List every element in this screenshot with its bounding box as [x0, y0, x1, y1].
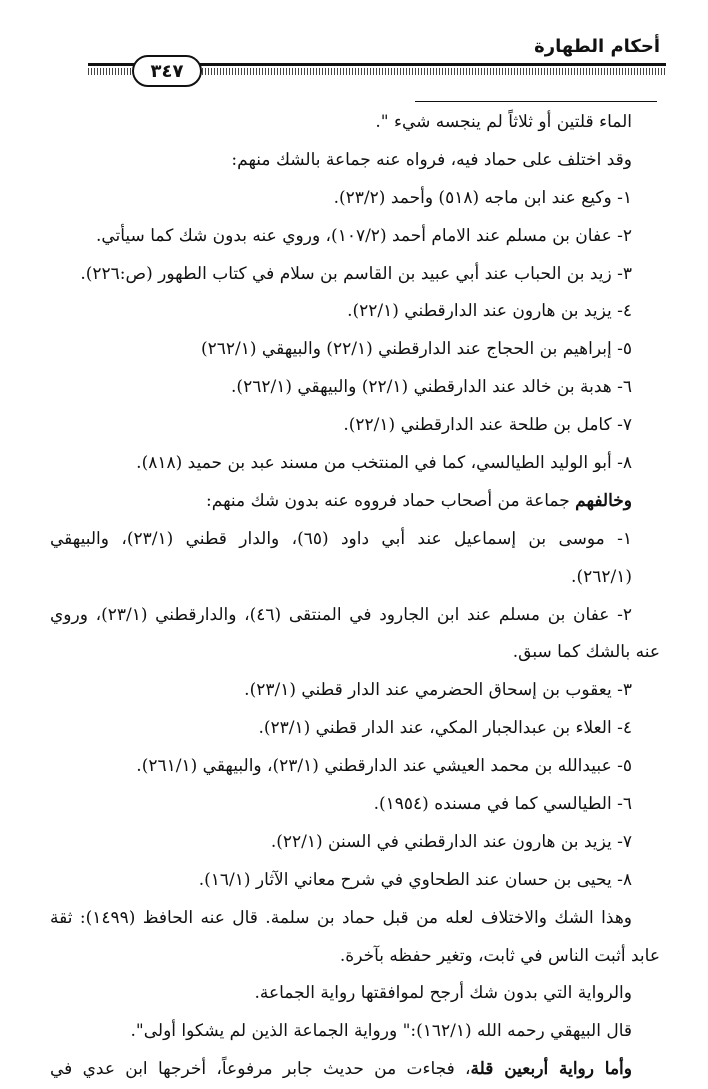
text-line: [50, 824, 660, 862]
line-text: ٢- عفان بن مسلم عند ابن الجارود في المنتقى (٤٦)، والدارقطني (٢٣/١)، وروي: [50, 604, 632, 625]
line-text: والرواية التي بدون شك أرجح لموافقتها رواية الجماعة.: [254, 983, 632, 1004]
line-text: ٦- الطيالسي كما في مسنده (١٩٥٤).: [373, 794, 632, 815]
line-text: (٢٦٢/١).: [571, 566, 632, 587]
text-line: [50, 975, 660, 1013]
line-text: ٧- يزيد بن هارون عند الدارقطني في السنن (٢٢/١).: [270, 831, 632, 852]
text-line: [50, 862, 660, 900]
line-text: ٤- يزيد بن هارون عند الدارقطني (٢٢/١).: [347, 301, 632, 322]
text-line: [50, 218, 660, 256]
line-text: قال البيهقي رحمه الله (١٦٢/١):" ورواية الجماعة الذين لم يشكوا أولى".: [130, 1021, 632, 1042]
line-text: ٣- زيد بن الحباب عند أبي عبيد بن القاسم بن سلام في كتاب الطهور (ص:٢٢٦).: [80, 263, 632, 284]
text-line: [50, 1051, 660, 1089]
line-text: الماء قلتين أو ثلاثاً لم ينجسه شيء ".: [375, 112, 632, 132]
line-text: ٤- العلاء بن عبدالجبار المكي، عند الدار قطني (٢٣/١).: [258, 718, 632, 739]
line-text: ٢- عفان بن مسلم عند الامام أحمد (١٠٧/٢)، وروي عنه بدون شك كما سيأتي.: [95, 225, 632, 246]
text-line: [50, 483, 660, 521]
bold-lead-phrase: وأما رواية أربعين قلة: [470, 1059, 632, 1080]
running-header-title: أحكام الطهارة: [534, 36, 660, 57]
footnote-separator: [415, 101, 657, 102]
text-line: [50, 634, 660, 672]
text-line: [50, 142, 660, 180]
line-text: وهذا الشك والاختلاف لعله من قبل حماد بن سلمة. قال عنه الحافظ (١٤٩٩): ثقة: [50, 907, 632, 928]
text-line: [50, 521, 660, 559]
line-text: ١- موسى بن إسماعيل عند أبي داود (٦٥)، والدار قطني (٢٣/١)، والبيهقي: [50, 528, 632, 549]
text-line: [50, 748, 660, 786]
line-text: ٥- عبيدالله بن محمد العيشي عند الدارقطني (٢٣/١)، والبيهقي (٢٦١/١).: [136, 756, 632, 777]
line-text: عابد أثبت الناس في ثابت، وتغير حفظه بآخرة.: [339, 945, 660, 966]
text-line: [50, 331, 660, 369]
line-text: ٨- يحيى بن حسان عند الطحاوي في شرح معاني الآثار (١٦/١).: [198, 869, 632, 890]
line-text: ١- وكيع عند ابن ماجه (٥١٨) وأحمد (٢٣/٢).: [333, 187, 632, 208]
line-text: عنه بالشك كما سبق.: [512, 642, 660, 663]
text-line: [50, 256, 660, 294]
page-body-text: [50, 104, 660, 1089]
text-line: [50, 369, 660, 407]
text-line: [50, 597, 660, 635]
text-line: [50, 786, 660, 824]
text-line: [50, 672, 660, 710]
bold-lead-phrase: وخالفهم: [575, 490, 632, 511]
text-line: [50, 293, 660, 331]
text-line: [50, 900, 660, 938]
page-number: ٣٤٧: [132, 55, 202, 87]
line-text: ٧- كامل بن طلحة عند الدارقطني (٢٢/١).: [343, 415, 632, 436]
line-text: وقد اختلف على حماد فيه، فرواه عنه جماعة بالشك منهم:: [231, 149, 632, 170]
text-line: [50, 559, 660, 597]
line-text: ٦- هدبة بن خالد عند الدارقطني (٢٢/١) والبيهقي (٢٦٢/١).: [231, 377, 632, 398]
line-text: ٨- أبو الوليد الطيالسي، كما في المنتخب من مسند عبد بن حميد (٨١٨).: [136, 453, 632, 474]
text-line: [50, 1013, 660, 1051]
text-line: [50, 407, 660, 445]
text-line: [50, 938, 660, 976]
line-text: ٥- إبراهيم بن الحجاج عند الدارقطني (٢٢/١) والبيهقي (٢٦٢/١): [200, 339, 632, 360]
text-line: [50, 445, 660, 483]
text-line: [50, 180, 660, 218]
text-line: [50, 710, 660, 748]
line-text: جماعة من أصحاب حماد فرووه عنه بدون شك منهم:: [206, 490, 576, 511]
line-text: ، فجاءت من حديث جابر مرفوعاً، أخرجها ابن عدي في: [50, 1059, 471, 1080]
text-line: [50, 104, 660, 142]
line-text: ٣- يعقوب بن إسحاق الحضرمي عند الدار قطني (٢٣/١).: [244, 680, 632, 701]
